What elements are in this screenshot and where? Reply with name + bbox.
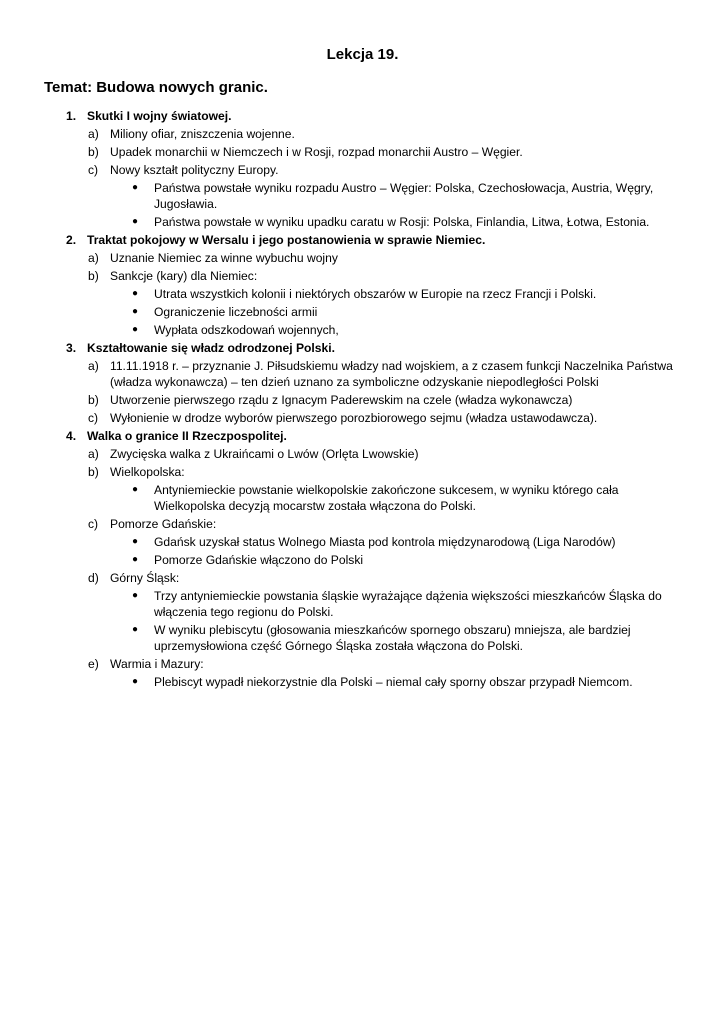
- bullet-text: uprzemysłowiona część Górnego Śląska została włączona do Polski.: [154, 639, 524, 653]
- item-letter: a): [88, 359, 99, 373]
- bullet-icon: ●: [132, 554, 139, 565]
- bullet-item: [0, 637, 725, 655]
- bullet-icon: ●: [132, 624, 139, 635]
- bullet-text: Pomorze Gdańskie włączono do Polski: [154, 553, 364, 567]
- item-letter: c): [88, 163, 99, 177]
- item-text: Upadek monarchii w Niemczech i w Rosji, rozpad monarchii Austro – Węgier.: [110, 145, 523, 159]
- section-number: 3.: [66, 341, 77, 355]
- bullet-icon: ●: [132, 306, 139, 317]
- item-letter: d): [88, 571, 99, 585]
- list-item: [0, 161, 725, 179]
- lesson-title: Lekcja 19.: [326, 46, 399, 63]
- section-heading: [0, 231, 725, 249]
- item-text: Uznanie Niemiec za winne wybuchu wojny: [110, 251, 338, 265]
- list-item: [0, 249, 725, 267]
- bullet-icon: ●: [132, 590, 139, 601]
- bullet-item: [0, 533, 725, 551]
- item-text: Wielkopolska:: [110, 465, 185, 479]
- bullet-item: [0, 285, 725, 303]
- section-heading: [0, 339, 725, 357]
- bullet-item: [0, 195, 725, 213]
- section-heading-text: Kształtowanie się władz odrodzonej Polski.: [87, 341, 335, 355]
- item-text: Pomorze Gdańskie:: [110, 517, 217, 531]
- bullet-text: Antyniemieckie powstanie wielkopolskie zakończone sukcesem, w wyniku którego cała: [154, 483, 619, 497]
- bullet-text: Państwa powstałe wyniku rozpadu Austro – Węgier: Polska, Czechosłowacja, Austria, Węgry,: [154, 181, 654, 195]
- section-number: 2.: [66, 233, 77, 247]
- bullet-item: [0, 497, 725, 515]
- bullet-item: [0, 603, 725, 621]
- section-heading: [0, 107, 725, 125]
- item-text: Wyłonienie w drodze wyborów pierwszego porozbiorowego sejmu (władza ustawodawcza).: [110, 411, 598, 425]
- item-letter: e): [88, 657, 99, 671]
- bullet-text: Państwa powstałe w wyniku upadku caratu w Rosji: Polska, Finlandia, Litwa, Łotwa, Estonia.: [154, 215, 650, 229]
- item-letter: a): [88, 447, 99, 461]
- section-heading: [0, 427, 725, 445]
- bullet-item: [0, 551, 725, 569]
- item-letter: b): [88, 145, 99, 159]
- item-text: Zwycięska walka z Ukraińcami o Lwów (Orlęta Lwowskie): [110, 447, 419, 461]
- bullet-icon: ●: [132, 324, 139, 335]
- item-letter: a): [88, 127, 99, 141]
- bullet-icon: ●: [132, 182, 139, 193]
- list-item: [0, 125, 725, 143]
- bullet-icon: ●: [132, 288, 139, 299]
- bullet-text: Ograniczenie liczebności armii: [154, 305, 318, 319]
- bullet-item: [0, 673, 725, 691]
- item-text: Górny Śląsk:: [110, 571, 180, 585]
- item-text: Utworzenie pierwszego rządu z Ignacym Paderewskim na czele (władza wykonawcza): [110, 393, 573, 407]
- bullet-icon: ●: [132, 216, 139, 227]
- item-letter: c): [88, 517, 99, 531]
- list-item: [0, 391, 725, 409]
- list-item: [0, 373, 725, 391]
- section-number: 4.: [66, 429, 77, 443]
- bullet-icon: ●: [132, 484, 139, 495]
- item-letter: b): [88, 269, 99, 283]
- item-text: Warmia i Mazury:: [110, 657, 204, 671]
- list-item: [0, 267, 725, 285]
- bullet-text: Trzy antyniemieckie powstania śląskie wyrażające dążenia większości mieszkańców Śląska do: [154, 589, 662, 603]
- section-heading-text: Traktat pokojowy w Wersalu i jego postanowienia w sprawie Niemiec.: [87, 233, 486, 247]
- list-item: [0, 445, 725, 463]
- list-item: [0, 463, 725, 481]
- bullet-icon: ●: [132, 536, 139, 547]
- list-item: [0, 515, 725, 533]
- list-item: [0, 409, 725, 427]
- bullet-text: Plebiscyt wypadł niekorzystnie dla Polski – niemal cały sporny obszar przypadł Niemcom.: [154, 675, 633, 689]
- item-text: Miliony ofiar, zniszczenia wojenne.: [110, 127, 295, 141]
- bullet-text: Gdańsk uzyskał status Wolnego Miasta pod kontrola międzynarodową (Liga Narodów): [154, 535, 616, 549]
- list-item: [0, 655, 725, 673]
- bullet-item: [0, 303, 725, 321]
- item-letter: c): [88, 411, 99, 425]
- section-number: 1.: [66, 109, 77, 123]
- bullet-text: Wypłata odszkodowań wojennych,: [154, 323, 339, 337]
- bullet-text: włączenia tego regionu do Polski.: [154, 605, 334, 619]
- item-letter: b): [88, 393, 99, 407]
- item-letter: a): [88, 251, 99, 265]
- list-item: [0, 569, 725, 587]
- bullet-item: [0, 213, 725, 231]
- bullet-text: Utrata wszystkich kolonii i niektórych obszarów w Europie na rzecz Francji i Polski.: [154, 287, 597, 301]
- bullet-text: Jugosławia.: [154, 197, 218, 211]
- item-letter: b): [88, 465, 99, 479]
- section-heading-text: Skutki I wojny światowej.: [87, 109, 232, 123]
- item-text: 11.11.1918 r. – przyznanie J. Piłsudskiemu władzy nad wojskiem, a z czasem funkcji Naczelnika Państwa: [110, 359, 673, 373]
- lesson-topic: Temat: Budowa nowych granic.: [44, 79, 268, 96]
- section-heading-text: Walka o granice II Rzeczpospolitej.: [87, 429, 287, 443]
- item-text: (władza wykonawcza) – ten dzień uznano za symboliczne odzyskanie niepodległości Polski: [110, 375, 599, 389]
- item-text: Sankcje (kary) dla Niemiec:: [110, 269, 258, 283]
- bullet-icon: ●: [132, 676, 139, 687]
- lesson-content: [0, 107, 725, 691]
- bullet-text: W wyniku plebiscytu (głosowania mieszkańców spornego obszaru) mniejsza, ale bardziej: [154, 623, 631, 637]
- bullet-text: Wielkopolska decyzją mocarstw została włączona do Polski.: [154, 499, 476, 513]
- bullet-item: [0, 321, 725, 339]
- item-text: Nowy kształt polityczny Europy.: [110, 163, 279, 177]
- list-item: [0, 143, 725, 161]
